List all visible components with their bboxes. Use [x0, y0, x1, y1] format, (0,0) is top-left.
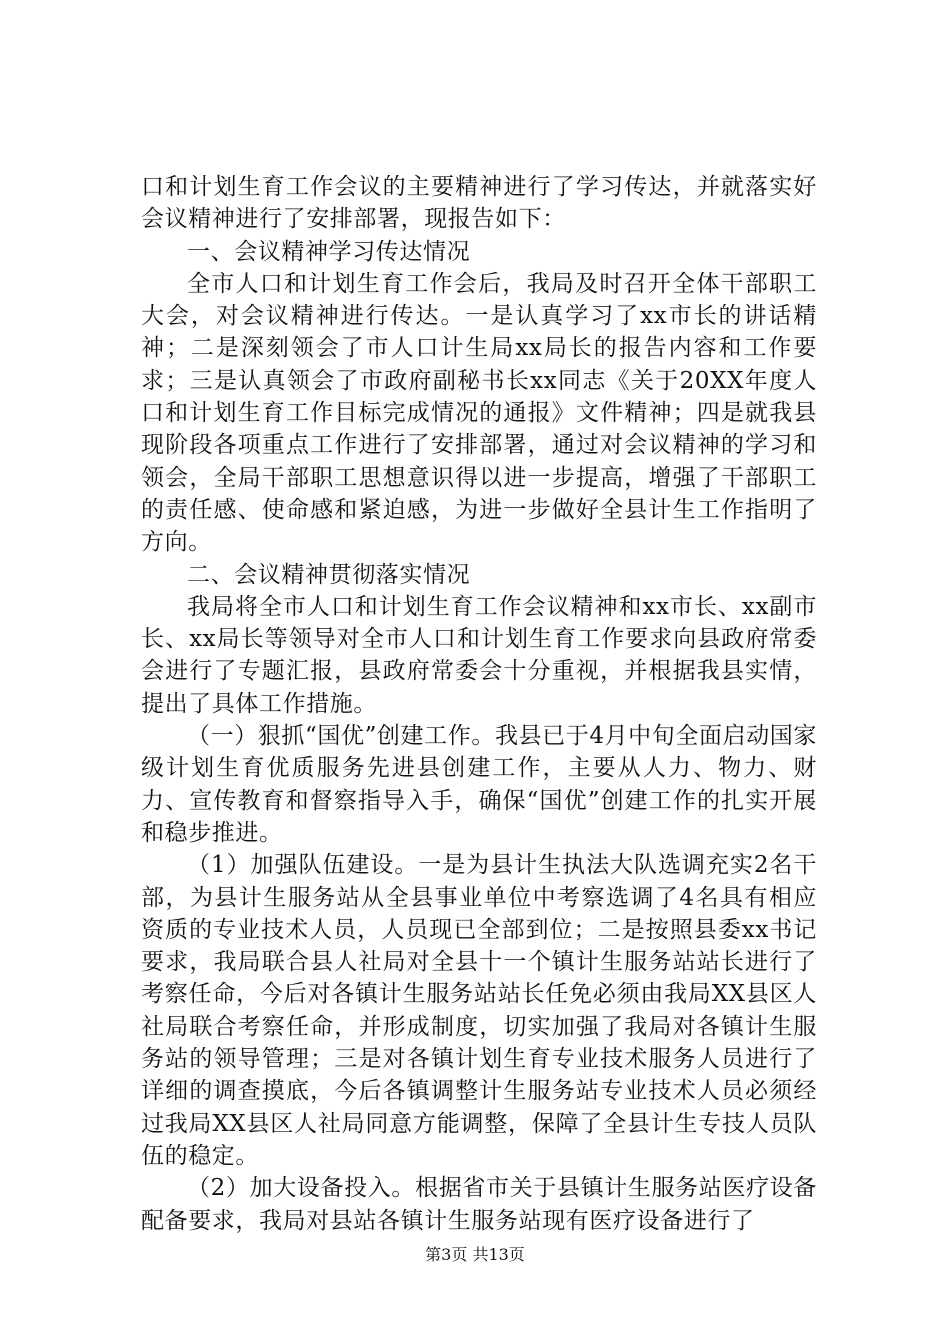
paragraph-equipment-investment: （2）加大设备投入。根据省市关于县镇计生服务站医疗设备配备要求，我局对县站各镇计生服务站现有医疗设备进行了 [141, 1175, 817, 1234]
paragraph-continuation: 口和计划生育工作会议的主要精神进行了学习传达，并就落实好会议精神进行了安排部署，现报告如下： [141, 174, 817, 233]
document-body [141, 171, 817, 1237]
paragraph-implementation-report: 我局将全市人口和计划生育工作会议精神和xx市长、xx副市长、xx局长等领导对全市人口和计划生育工作要求向县政府常委会进行了专题汇报，县政府常委会十分重视，并根据我县实情，提出了具体工作措施。 [141, 593, 817, 717]
section-heading-2: 二、会议精神贯彻落实情况 [187, 561, 471, 588]
page-footer: 第3页 共13页 [425, 1245, 525, 1264]
paragraph-team-building: （1）加强队伍建设。一是为县计生执法大队选调充实2名干部，为县计生服务站从全县事业单位中考察选调了4名具有相应资质的专业技术人员，人员现已全部到位；二是按照县委xx书记要求，我局联合县人社局对全县十一个镇计生服务站站长进行了考察任命，今后对各镇计生服务站站长任免必须由我局XX县区人社局联合考察任命，并形成制度，切实加强了我局对各镇计生服务站的领导管理；三是对各镇计划生育专业技术服务人员进行了详细的调查摸底，今后各镇调整计生服务站专业技术人员必须经过我局XX县区人社局同意方能调整，保障了全县计生专技人员队伍的稳定。 [141, 852, 817, 1169]
section-heading-1: 一、会议精神学习传达情况 [187, 238, 471, 265]
paragraph-national-excellence: （一）狠抓“国优”创建工作。我县已于4月中旬全面启动国家级计划生育优质服务先进县创建工作，主要从人力、物力、财力、宣传教育和督察指导入手，确保“国优”创建工作的扎实开展和稳步推进。 [141, 723, 817, 846]
paragraph-meeting-transmission: 全市人口和计划生育工作会后，我局及时召开全体干部职工大会，对会议精神进行传达。一是认真学习了xx市长的讲话精神；二是深刻领会了市人口计生局xx局长的报告内容和工作要求；三是认真领会了市政府副秘书长xx同志《关于20XX年度人口和计划生育工作目标完成情况的通报》文件精神；四是就我县现阶段各项重点工作进行了安排部署，通过对会议精神的学习和领会，全局干部职工思想意识得以进一步提高，增强了干部职工的责任感、使命感和紧迫感，为进一步做好全县计生工作指明了方向。 [141, 270, 817, 556]
